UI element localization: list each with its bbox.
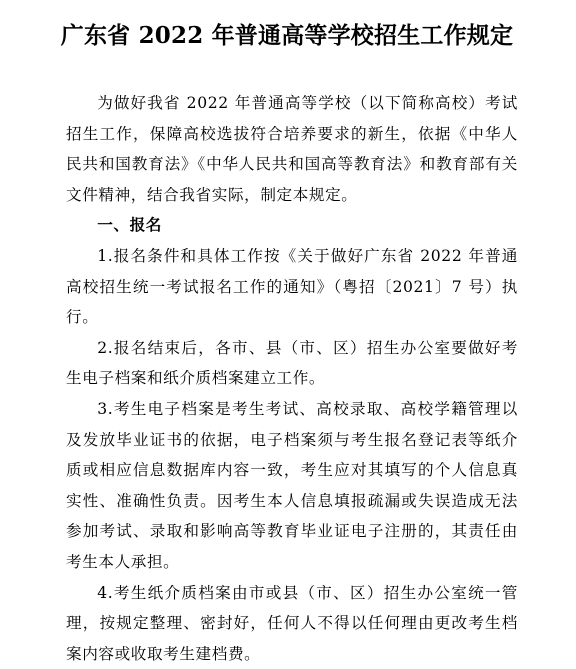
document-title: 广东省 2022 年普通高等学校招生工作规定 [56,14,518,58]
section-heading-registration: 一、报名 [66,210,518,241]
section-item-2: 2.报名结束后，各市、县（市、区）招生办公室要做好考生电子档案和纸介质档案建立工作。 [66,333,518,394]
intro-paragraph: 为做好我省 2022 年普通高等学校（以下简称高校）考试招生工作，保障高校选拔符合培养要求的新生，依据《中华人民共和国教育法》《中华人民共和国高等教育法》和教育部有关文件精神，结合我省实际，制定本规定。 [66,88,518,210]
section-item-1: 1.报名条件和具体工作按《关于做好广东省 2022 年普通高校招生统一考试报名工作的通知》（粤招〔2021〕7 号）执行。 [66,241,518,333]
document-body [66,88,518,669]
section-item-3: 3.考生电子档案是考生考试、高校录取、高校学籍管理以及发放毕业证书的依据，电子档案须与考生报名登记表等纸介质或相应信息数据库内容一致，考生应对其填写的个人信息真实性、准确性负责。因考生本人信息填报疏漏或失误造成无法参加考试、录取和影响高等教育毕业证电子注册的，其责任由考生本人承担。 [66,394,518,578]
section-item-4: 4.考生纸介质档案由市或县（市、区）招生办公室统一管理，按规定整理、密封好，任何人不得以任何理由更改考生档案内容或收取考生建档费。 [66,578,518,669]
